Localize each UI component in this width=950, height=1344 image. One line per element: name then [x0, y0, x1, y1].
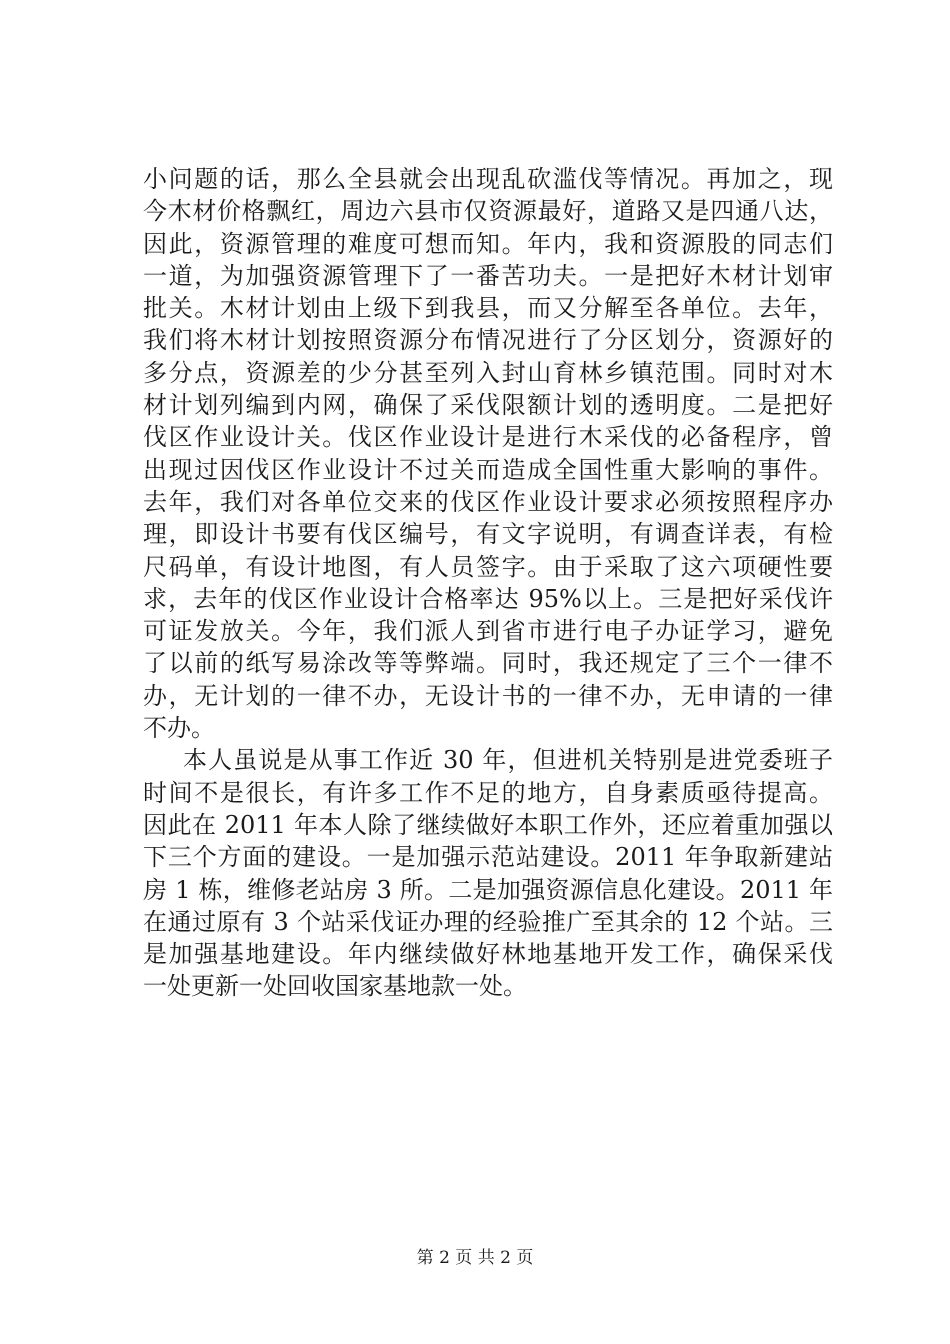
- text-line: 不办。: [143, 714, 215, 743]
- text-line: 尺码单，有设计地图，有人员签字。由于采取了这六项硬性要: [143, 552, 833, 581]
- text-line: 本人虽说是从事工作近 30 年，但进机关特别是进党委班子: [183, 746, 833, 775]
- text-line: 今木材价格飘红，周边六县市仅资源最好，道路又是四通八达，: [143, 197, 833, 226]
- text-line: 时间不是很长，有许多工作不足的地方，自身素质亟待提高。: [143, 778, 833, 807]
- paragraph: [143, 163, 833, 744]
- text-line: 求，去年的伐区作业设计合格率达 95%以上。三是把好采伐许: [143, 584, 833, 613]
- text-line: 出现过因伐区作业设计不过关而造成全国性重大影响的事件。: [143, 455, 833, 484]
- text-line: 一处更新一处回收国家基地款一处。: [143, 972, 527, 1001]
- text-line: 因此在 2011 年本人除了继续做好本职工作外，还应着重加强以: [143, 810, 833, 839]
- text-line: 批关。木材计划由上级下到我县，而又分解至各单位。去年，: [143, 294, 833, 323]
- text-line: 去年，我们对各单位交来的伐区作业设计要求必须按照程序办: [143, 487, 833, 516]
- text-line: 理，即设计书要有伐区编号，有文字说明，有调查详表，有检: [143, 520, 833, 549]
- text-line: 因此，资源管理的难度可想而知。年内，我和资源股的同志们: [143, 229, 833, 258]
- text-line: 伐区作业设计关。伐区作业设计是进行木采伐的必备程序，曾: [143, 423, 833, 452]
- text-line: 材计划列编到内网，确保了采伐限额计划的透明度。二是把好: [143, 391, 833, 420]
- paragraph: [143, 744, 833, 1002]
- text-line: 一道，为加强资源管理下了一番苦功夫。一是把好木材计划审: [143, 261, 833, 290]
- text-line: 房 1 栋，维修老站房 3 所。二是加强资源信息化建设。2011 年: [143, 875, 833, 904]
- document-body: [143, 163, 833, 1003]
- text-line: 可证发放关。今年，我们派人到省市进行电子办证学习，避免: [143, 617, 833, 646]
- page-footer: 第 2 页 共 2 页: [416, 1248, 534, 1268]
- text-line: 我们将木材计划按照资源分布情况进行了分区划分，资源好的: [143, 326, 833, 355]
- text-line: 小问题的话，那么全县就会出现乱砍滥伐等情况。再加之，现: [143, 165, 833, 193]
- text-line: 是加强基地建设。年内继续做好林地基地开发工作，确保采伐: [143, 940, 833, 969]
- text-line: 下三个方面的建设。一是加强示范站建设。2011 年争取新建站: [143, 843, 833, 872]
- text-line: 在通过原有 3 个站采伐证办理的经验推广至其余的 12 个站。三: [143, 907, 833, 936]
- text-line: 了以前的纸写易涂改等等弊端。同时，我还规定了三个一律不: [143, 649, 833, 678]
- text-line: 办，无计划的一律不办，无设计书的一律不办，无申请的一律: [143, 681, 833, 710]
- text-line: 多分点，资源差的少分甚至列入封山育林乡镇范围。同时对木: [143, 358, 833, 387]
